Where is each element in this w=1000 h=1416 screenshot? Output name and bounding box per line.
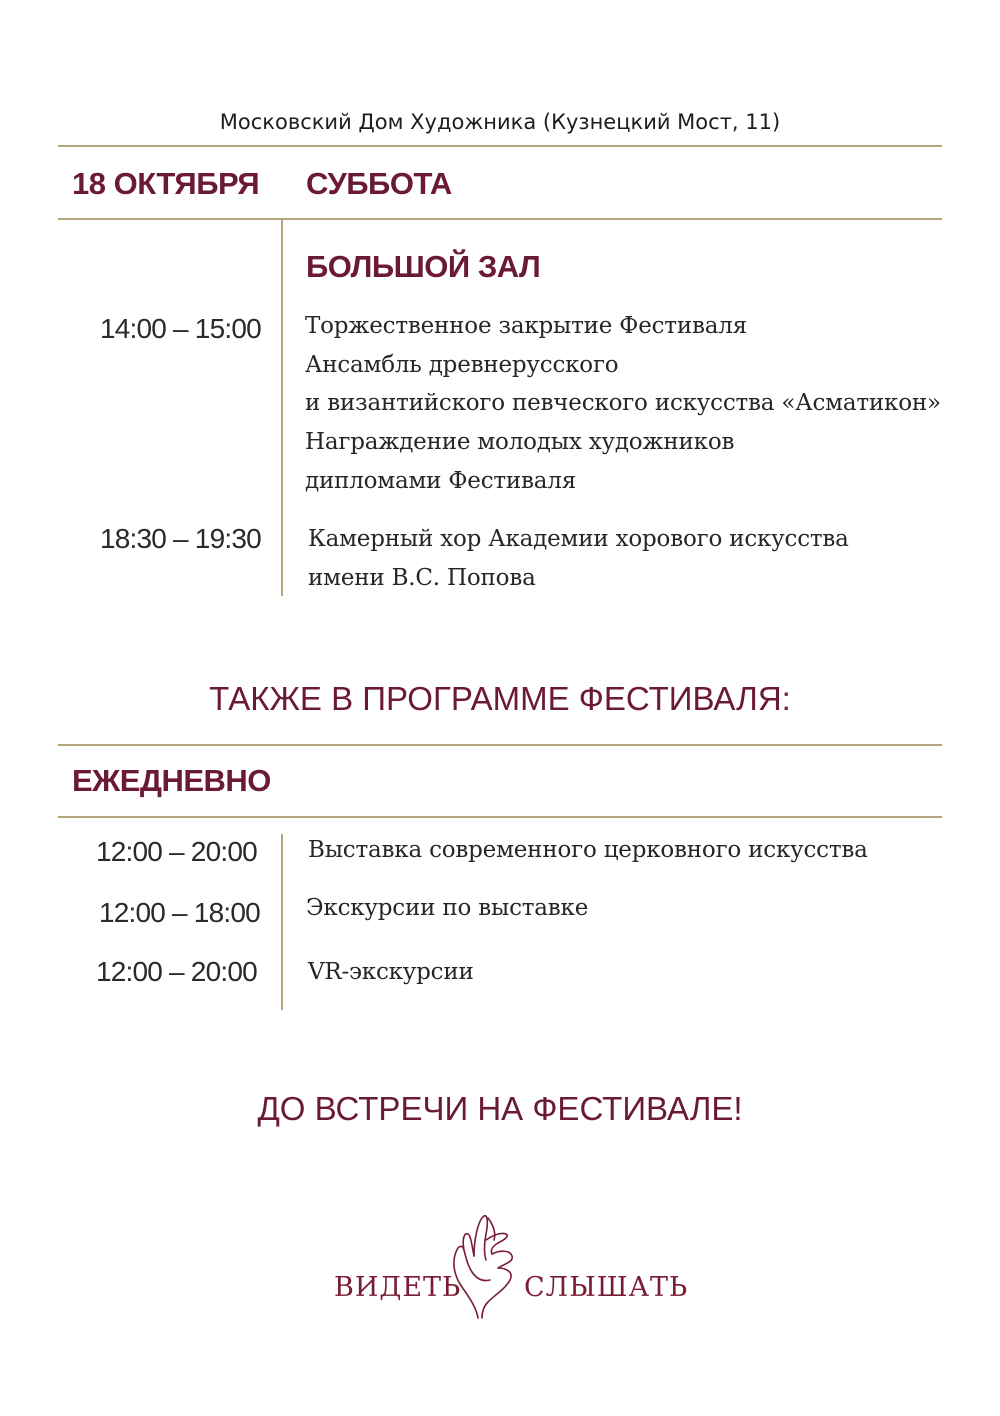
event-line: Камерный хор Академии хорового искусства xyxy=(308,526,849,552)
divider-also xyxy=(58,744,942,746)
event-line: имени В.С. Попова xyxy=(308,564,536,591)
daily-time: 12:00 – 18:00 xyxy=(99,897,260,928)
event-line: Награждение молодых художников xyxy=(305,429,735,456)
daily-event: VR-экскурсии xyxy=(308,959,474,985)
weekday-heading: СУББОТА xyxy=(306,166,452,201)
event-time: 18:30 – 19:30 xyxy=(100,523,261,554)
hand-icon xyxy=(448,1210,523,1320)
venue-address: Московский Дом Художника (Кузнецкий Мост, 11) xyxy=(219,110,781,134)
daily-time: 12:00 – 20:00 xyxy=(96,836,257,867)
divider-daily xyxy=(58,816,942,818)
daily-event: Выставка современного церковного искусства xyxy=(308,837,868,863)
festival-logo xyxy=(330,1210,689,1330)
daily-vertical-rule xyxy=(281,834,283,1010)
event-line: дипломами Фестиваля xyxy=(305,467,577,494)
divider-date xyxy=(58,218,942,220)
event-description xyxy=(305,307,941,500)
also-program-title: ТАКЖЕ В ПРОГРАММЕ ФЕСТИВАЛЯ: xyxy=(209,680,791,717)
event-line: и византийского певческого искусства «Асматикон» xyxy=(305,390,941,417)
daily-time: 12:00 – 20:00 xyxy=(96,956,257,987)
logo-left-word: ВИДЕТЬ xyxy=(334,1272,462,1303)
schedule-vertical-rule xyxy=(281,218,283,596)
event-description xyxy=(308,520,849,597)
date-heading: 18 ОКТЯБРЯ xyxy=(72,166,260,201)
farewell-title: ДО ВСТРЕЧИ НА ФЕСТИВАЛЕ! xyxy=(257,1090,743,1127)
daily-heading: ЕЖЕДНЕВНО xyxy=(72,763,271,798)
event-line: Ансамбль древнерусского xyxy=(305,351,619,378)
daily-event: Экскурсии по выставке xyxy=(306,895,589,921)
event-line: Торжественное закрытие Фестиваля xyxy=(305,313,747,339)
hall-title: БОЛЬШОЙ ЗАЛ xyxy=(306,249,541,284)
divider-top xyxy=(58,145,942,147)
logo-right-word: СЛЫШАТЬ xyxy=(524,1272,689,1303)
event-time: 14:00 – 15:00 xyxy=(100,313,261,344)
